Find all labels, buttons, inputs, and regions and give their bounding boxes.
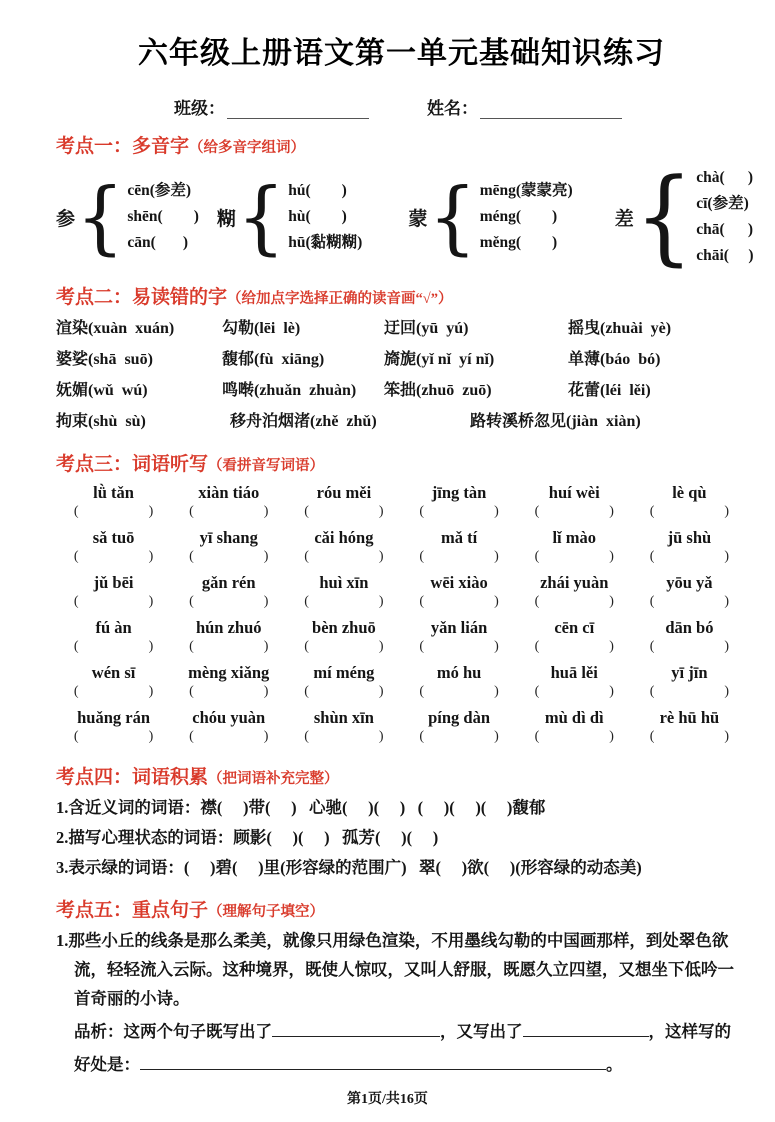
dictation-cell bbox=[517, 480, 632, 525]
polyphone-char: 参 bbox=[56, 208, 76, 230]
dictation-cell bbox=[56, 525, 171, 570]
section5-title: 考点五：重点句子 bbox=[56, 900, 209, 921]
misread-item: 渲染(xuàn xuán) bbox=[56, 320, 175, 337]
polyphone-group-meng bbox=[408, 169, 573, 264]
pronunciation-line: cēn(参差) bbox=[127, 182, 192, 199]
dictation-cell bbox=[401, 660, 516, 705]
misread-item: 移舟泊烟渚(zhě zhǔ) bbox=[230, 413, 377, 430]
pinyin-word: hún zhuó bbox=[195, 618, 262, 637]
dictation-cell bbox=[56, 480, 171, 525]
dictation-row bbox=[56, 615, 747, 660]
pinyin-word: lǐ mào bbox=[552, 528, 597, 547]
section2-note: （给加点字选择正确的读音画“√”） bbox=[227, 291, 453, 307]
dictation-cell bbox=[632, 570, 747, 615]
section4-title: 考点四：词语积累 bbox=[56, 767, 209, 788]
analysis-text: ，这样写的好处是： bbox=[74, 1022, 731, 1074]
misread-item: 旖旎(yǐ nǐ yí nǐ) bbox=[384, 351, 495, 368]
pronunciation-line: méng( ) bbox=[479, 208, 558, 225]
answer-parens: ( ) bbox=[649, 684, 730, 699]
dictation-cell bbox=[56, 570, 171, 615]
pinyin-word: yī jīn bbox=[671, 663, 708, 682]
pronunciation-line: shēn( ) bbox=[127, 208, 199, 225]
polyphone-char: 糊 bbox=[216, 208, 236, 230]
answer-parens: ( ) bbox=[189, 504, 269, 519]
dictation-cell bbox=[401, 705, 516, 750]
misread-item: 妩媚(wǔ wú) bbox=[56, 382, 148, 399]
section3-note: （看拼音写词语） bbox=[208, 458, 325, 474]
pinyin-word: jū shù bbox=[667, 528, 712, 547]
accumulation-line: 1.含近义词的词语：襟( )带( ) 心驰( )( ) ( )( )( )馥郁 bbox=[56, 798, 546, 817]
pinyin-word: zhái yuàn bbox=[540, 573, 609, 592]
pinyin-word: rè hū hū bbox=[659, 708, 720, 727]
section1-heading-row bbox=[56, 131, 747, 158]
pronunciation-line: cī(参差) bbox=[696, 195, 749, 212]
section5-note: （理解句子填空） bbox=[208, 904, 325, 920]
dictation-cell bbox=[286, 660, 401, 705]
answer-parens: ( ) bbox=[189, 729, 269, 744]
answer-parens: ( ) bbox=[73, 729, 154, 744]
pinyin-word: lè qù bbox=[672, 483, 707, 502]
misread-item: 路转溪桥忽见(jiàn xiàn) bbox=[470, 413, 641, 430]
section4-heading-row bbox=[56, 762, 747, 789]
pinyin-word: xiàn tiáo bbox=[198, 483, 260, 502]
answer-blank bbox=[272, 1022, 440, 1037]
answer-parens: ( ) bbox=[73, 684, 154, 699]
section2-heading-row bbox=[56, 282, 747, 309]
dictation-cell bbox=[286, 570, 401, 615]
answer-parens: ( ) bbox=[189, 639, 269, 654]
class-blank bbox=[227, 99, 369, 119]
misread-item: 单薄(báo bó) bbox=[568, 351, 661, 368]
answer-parens: ( ) bbox=[649, 504, 730, 519]
dictation-cell bbox=[401, 570, 516, 615]
misread-row bbox=[56, 375, 747, 406]
answer-parens: ( ) bbox=[419, 504, 499, 519]
analysis-text: 。 bbox=[606, 1055, 623, 1074]
pinyin-word: píng dàn bbox=[428, 708, 491, 727]
pinyin-word: wén sī bbox=[91, 663, 136, 682]
section3-heading-row bbox=[56, 449, 747, 476]
answer-parens: ( ) bbox=[73, 549, 154, 564]
misread-item: 笨拙(zhuō zuō) bbox=[384, 382, 492, 399]
analysis-text: ，又写出了 bbox=[440, 1022, 523, 1041]
pinyin-word: chóu yuàn bbox=[192, 708, 266, 727]
analysis-line bbox=[74, 1015, 747, 1081]
dictation-cell bbox=[632, 525, 747, 570]
answer-blank bbox=[140, 1055, 606, 1070]
dictation-cell bbox=[401, 480, 516, 525]
pinyin-word: yōu yǎ bbox=[666, 573, 713, 592]
section-dictation bbox=[56, 449, 747, 750]
dictation-cell bbox=[632, 615, 747, 660]
pinyin-word: yǎn lián bbox=[430, 618, 488, 637]
answer-parens: ( ) bbox=[304, 639, 384, 654]
pinyin-word: bèn zhuō bbox=[312, 618, 376, 637]
dictation-cell bbox=[56, 705, 171, 750]
name-field bbox=[427, 94, 622, 119]
answer-parens: ( ) bbox=[649, 729, 730, 744]
section-key-sentences bbox=[56, 895, 747, 1081]
dictation-grid bbox=[56, 480, 747, 750]
answer-parens: ( ) bbox=[534, 729, 614, 744]
dictation-cell bbox=[401, 525, 516, 570]
pronunciation-line: chā( ) bbox=[696, 221, 754, 238]
answer-parens: ( ) bbox=[419, 639, 499, 654]
dictation-cell bbox=[517, 615, 632, 660]
dictation-cell bbox=[171, 705, 286, 750]
misread-row bbox=[56, 313, 747, 344]
answer-parens: ( ) bbox=[304, 684, 384, 699]
section-word-accumulation bbox=[56, 762, 747, 883]
polyphone-char: 差 bbox=[614, 208, 634, 230]
dictation-cell bbox=[517, 570, 632, 615]
answer-parens: ( ) bbox=[419, 594, 499, 609]
dictation-cell bbox=[171, 615, 286, 660]
section2-title: 考点二：易读错的字 bbox=[56, 287, 228, 308]
pinyin-word: jǔ bēi bbox=[93, 573, 134, 592]
polyphone-group-hu bbox=[216, 169, 363, 264]
pinyin-word: lǜ tǎn bbox=[93, 483, 134, 502]
page-title: 六年级上册语文第一单元基础知识练习 bbox=[138, 37, 665, 70]
misread-item: 拘束(shù sù) bbox=[56, 413, 146, 430]
pinyin-word: huǎng rán bbox=[77, 708, 151, 727]
pinyin-word: mó hu bbox=[436, 663, 482, 682]
accumulation-line: 2.描写心理状态的词语：顾影( )( ) 孤芳( )( ) bbox=[56, 828, 439, 847]
brace-icon: { bbox=[76, 169, 125, 264]
pinyin-word: fú àn bbox=[95, 618, 132, 637]
dictation-row bbox=[56, 705, 747, 750]
answer-parens: ( ) bbox=[73, 639, 154, 654]
section1-title: 考点一：多音字 bbox=[56, 136, 190, 157]
accumulation-line: 3.表示绿的词语：( )碧( )里(形容绿的范围广) 翠( )欲( )(形容绿的动态美) bbox=[56, 858, 642, 877]
pronunciation-line: hù( ) bbox=[288, 208, 347, 225]
page-footer: 第1页/共16页 bbox=[347, 1092, 428, 1107]
pinyin-word: huì xīn bbox=[319, 573, 369, 592]
pronunciation-line: chāi( ) bbox=[696, 247, 754, 264]
dictation-cell bbox=[286, 705, 401, 750]
pinyin-word: sǎ tuō bbox=[92, 528, 135, 547]
dictation-row bbox=[56, 570, 747, 615]
answer-parens: ( ) bbox=[534, 549, 614, 564]
answer-parens: ( ) bbox=[419, 549, 499, 564]
misread-item: 摇曳(zhuài yè) bbox=[568, 320, 672, 337]
section5-heading-row bbox=[56, 895, 747, 922]
dictation-cell bbox=[286, 480, 401, 525]
pinyin-word: gǎn rén bbox=[201, 573, 256, 592]
analysis-text: 品析：这两个句子既写出了 bbox=[74, 1022, 272, 1041]
answer-parens: ( ) bbox=[534, 504, 614, 519]
polyphone-group-can bbox=[56, 169, 199, 264]
misread-item: 馥郁(fù xiāng) bbox=[222, 351, 325, 368]
pinyin-word: wēi xiào bbox=[430, 573, 488, 592]
answer-parens: ( ) bbox=[534, 594, 614, 609]
dictation-cell bbox=[632, 705, 747, 750]
pinyin-word: mèng xiǎng bbox=[188, 663, 270, 682]
dictation-cell bbox=[517, 525, 632, 570]
dictation-cell bbox=[517, 660, 632, 705]
answer-parens: ( ) bbox=[304, 549, 384, 564]
pinyin-word: mǎ tí bbox=[440, 528, 478, 547]
polyphone-groups bbox=[56, 156, 754, 277]
pronunciation-list bbox=[696, 165, 753, 269]
name-blank bbox=[480, 99, 622, 119]
name-label: 姓名： bbox=[427, 99, 478, 118]
section1-note: （给多音字组词） bbox=[189, 140, 306, 156]
answer-parens: ( ) bbox=[419, 684, 499, 699]
pronunciation-line: hū(黏糊糊) bbox=[288, 234, 363, 251]
pronunciation-list bbox=[127, 178, 198, 256]
dictation-cell bbox=[171, 480, 286, 525]
section4-note: （把词语补充完整） bbox=[208, 771, 339, 787]
pronunciation-line: chà( ) bbox=[696, 169, 754, 186]
pinyin-word: huí wèi bbox=[548, 483, 600, 502]
answer-blank bbox=[523, 1022, 649, 1037]
dictation-cell bbox=[286, 525, 401, 570]
dictation-cell bbox=[632, 480, 747, 525]
pinyin-word: jīng tàn bbox=[431, 483, 487, 502]
brace-icon: { bbox=[236, 169, 286, 264]
class-label: 班级： bbox=[174, 99, 225, 118]
dictation-cell bbox=[632, 660, 747, 705]
misread-item: 迂回(yū yú) bbox=[384, 320, 469, 337]
polyphone-char: 蒙 bbox=[408, 208, 428, 230]
pronunciation-list bbox=[288, 178, 362, 256]
dictation-cell bbox=[286, 615, 401, 660]
sentence-paragraph: 1.那些小丘的线条是那么柔美，就像只用绿色渲染，不用墨线勾勒的中国画那样，到处翠色欲流，轻轻流入云际。这种境界，既使人惊叹，又叫人舒服，既愿久立四望，又想坐下低吟一首奇丽的小诗。 bbox=[56, 931, 734, 1008]
pinyin-word: yī shang bbox=[199, 528, 258, 547]
pinyin-word: róu měi bbox=[316, 483, 372, 502]
pinyin-word: cēn cī bbox=[554, 618, 595, 637]
misread-row bbox=[56, 406, 747, 437]
answer-parens: ( ) bbox=[534, 684, 614, 699]
answer-parens: ( ) bbox=[304, 594, 384, 609]
pronunciation-line: hú( ) bbox=[288, 182, 347, 199]
brace-icon: { bbox=[428, 169, 477, 264]
pinyin-word: cǎi hóng bbox=[314, 528, 374, 547]
answer-parens: ( ) bbox=[189, 594, 269, 609]
dictation-cell bbox=[56, 660, 171, 705]
section3-title: 考点三：词语听写 bbox=[56, 454, 209, 475]
pronunciation-line: mēng(蒙蒙亮) bbox=[479, 182, 573, 199]
answer-parens: ( ) bbox=[304, 729, 384, 744]
dictation-cell bbox=[171, 570, 286, 615]
answer-parens: ( ) bbox=[189, 549, 269, 564]
dictation-cell bbox=[171, 525, 286, 570]
pinyin-word: shùn xīn bbox=[313, 708, 374, 727]
pinyin-word: huā lěi bbox=[550, 663, 598, 682]
pronunciation-list bbox=[480, 178, 573, 256]
class-field bbox=[174, 94, 369, 119]
answer-parens: ( ) bbox=[304, 504, 384, 519]
section-polyphones bbox=[56, 131, 754, 277]
dictation-cell bbox=[517, 705, 632, 750]
pinyin-word: mù dì dì bbox=[544, 708, 604, 727]
pinyin-word: mí méng bbox=[313, 663, 375, 682]
section-misread-words bbox=[56, 282, 747, 437]
pronunciation-line: cān( ) bbox=[127, 234, 189, 251]
answer-parens: ( ) bbox=[649, 594, 730, 609]
pronunciation-line: měng( ) bbox=[479, 234, 558, 251]
answer-parens: ( ) bbox=[73, 504, 154, 519]
misread-item: 勾勒(lēi lè) bbox=[222, 320, 301, 337]
student-info-row bbox=[174, 94, 747, 119]
answer-parens: ( ) bbox=[73, 594, 154, 609]
answer-parens: ( ) bbox=[534, 639, 614, 654]
dictation-row bbox=[56, 480, 747, 525]
answer-parens: ( ) bbox=[419, 729, 499, 744]
misread-item: 花蕾(léi lěi) bbox=[568, 382, 651, 399]
dictation-row bbox=[56, 525, 747, 570]
dictation-cell bbox=[401, 615, 516, 660]
misread-item: 鸣啭(zhuǎn zhuàn) bbox=[222, 382, 357, 399]
dictation-row bbox=[56, 660, 747, 705]
polyphone-group-cha bbox=[614, 156, 754, 277]
brace-icon: { bbox=[634, 156, 694, 277]
dictation-cell bbox=[56, 615, 171, 660]
misread-item: 婆娑(shā suō) bbox=[56, 351, 153, 368]
dictation-cell bbox=[171, 660, 286, 705]
misread-row bbox=[56, 344, 747, 375]
answer-parens: ( ) bbox=[649, 549, 730, 564]
answer-parens: ( ) bbox=[649, 639, 730, 654]
answer-parens: ( ) bbox=[189, 684, 269, 699]
pinyin-word: dān bó bbox=[665, 618, 714, 637]
